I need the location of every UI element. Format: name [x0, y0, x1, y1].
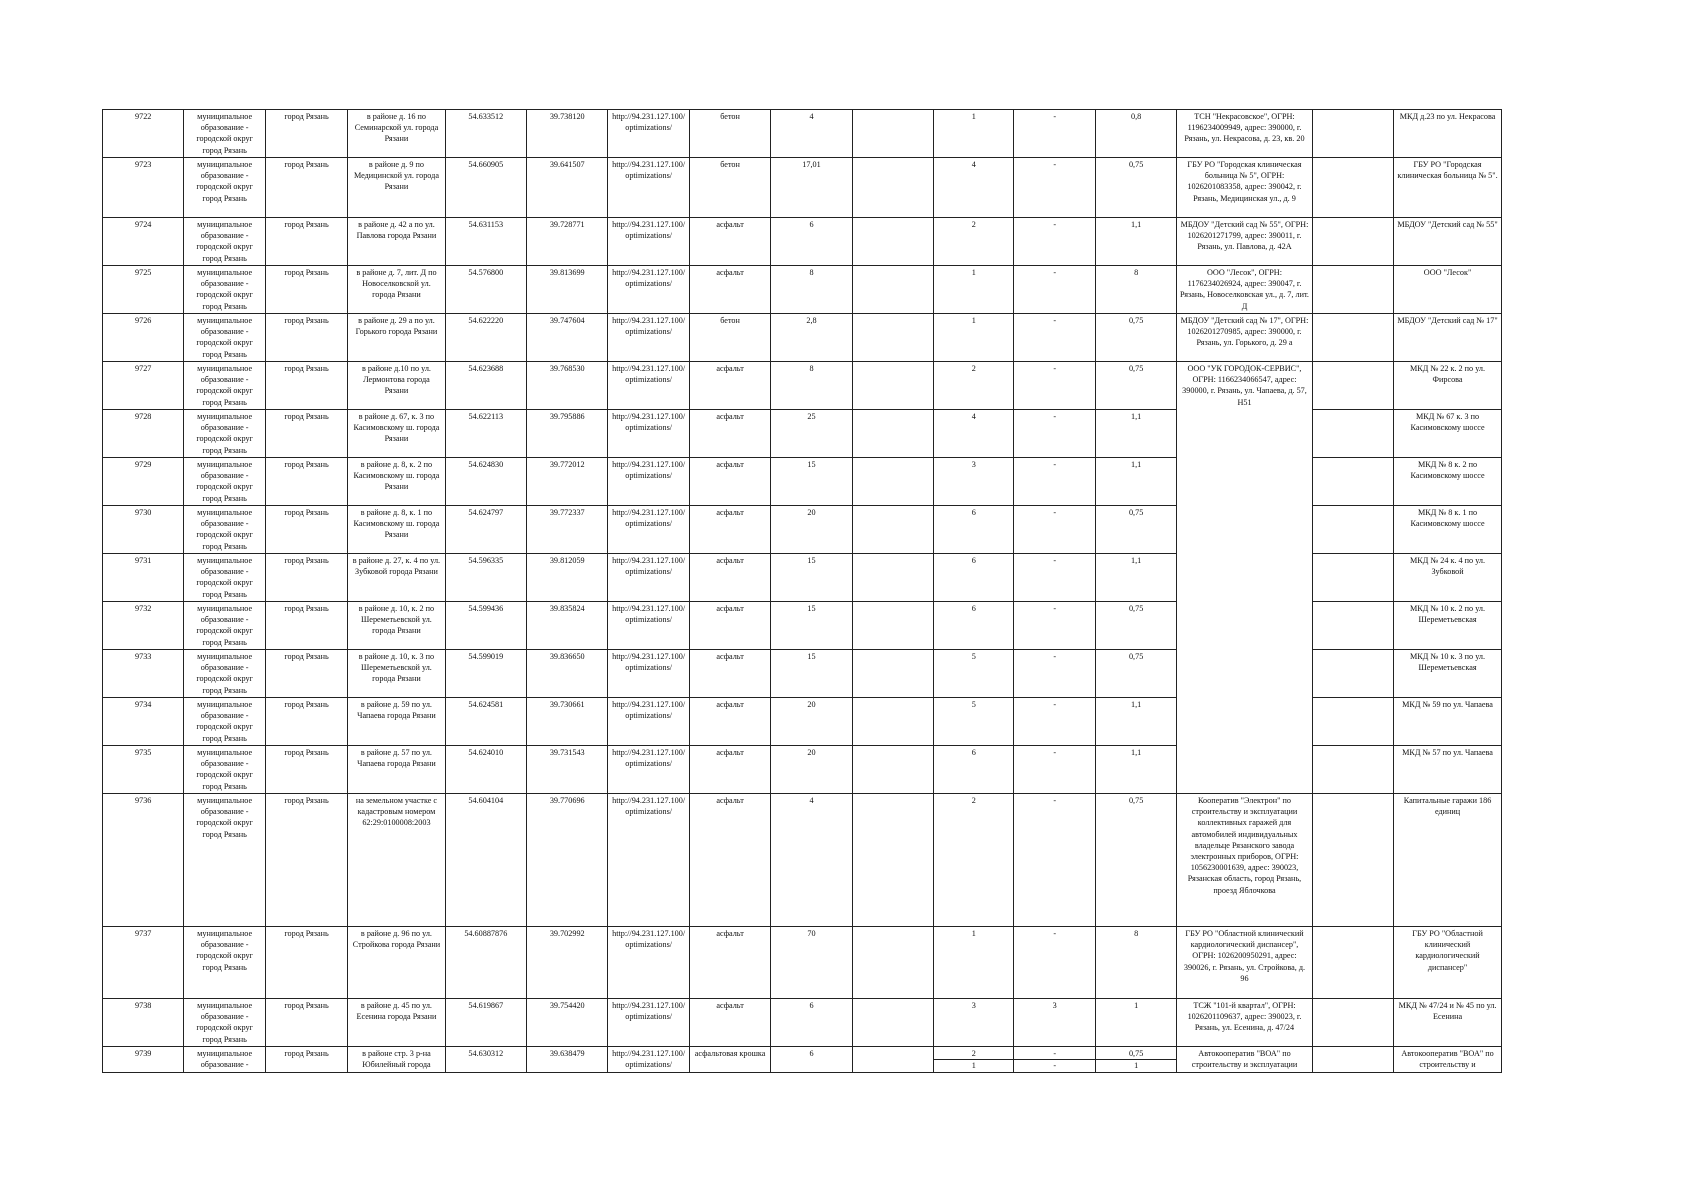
- container-count-cell: 6: [934, 746, 1014, 794]
- municipality-cell: муниципальное образование - городской округ город Рязань: [184, 602, 265, 650]
- settlement-cell: город Рязань: [265, 158, 347, 218]
- container-count-2-cell: -: [1014, 266, 1095, 314]
- table-row: [103, 110, 1502, 158]
- owner-cell: ТСН "Некрасовское", ОГРН: 1196234009949, адрес: 390000, г. Рязань, ул. Некрасова, д. 23, кв. 20: [1177, 110, 1312, 158]
- settlement-cell: город Рязань: [265, 362, 347, 410]
- source-cell: ООО "Лесок": [1394, 266, 1502, 314]
- municipality-cell: муниципальное образование - городской округ город Рязань: [184, 410, 265, 458]
- longitude-cell: 39.772337: [527, 506, 608, 554]
- address-cell: в районе д. 8, к. 1 по Касимовскому ш. города Рязани: [348, 506, 445, 554]
- empty-cell: [852, 650, 933, 698]
- settlement-cell: город Рязань: [265, 794, 347, 927]
- empty-cell: [852, 506, 933, 554]
- source-cell: МКД № 8 к. 2 по Касимовскому шоссе: [1394, 458, 1502, 506]
- row-number: 9728: [103, 410, 184, 458]
- container-count-cell: 2: [934, 218, 1014, 266]
- volume-cell: 0,75: [1095, 158, 1176, 218]
- municipality-cell: муниципальное образование - городской округ город Рязань: [184, 314, 265, 362]
- map-link[interactable]: http://94.231.127.100/optimizations/: [608, 650, 689, 698]
- area-cell: 20: [771, 698, 852, 746]
- row-number: 9737: [103, 927, 184, 999]
- container-count-cell: 3: [934, 458, 1014, 506]
- area-cell: 15: [771, 554, 852, 602]
- latitude-cell: 54.630312: [445, 1047, 526, 1073]
- volume-cell: 1,1: [1095, 746, 1176, 794]
- municipality-cell: муниципальное образование - городской округ город Рязань: [184, 794, 265, 927]
- container-count-2-cell: -: [1014, 110, 1095, 158]
- empty-cell: [1312, 110, 1393, 158]
- volume-cell: 1,1: [1095, 554, 1176, 602]
- empty-cell: [852, 362, 933, 410]
- latitude-cell: 54.622220: [445, 314, 526, 362]
- latitude-cell: 54.631153: [445, 218, 526, 266]
- empty-cell: [852, 794, 933, 927]
- volume-cell: 0,8: [1095, 110, 1176, 158]
- municipality-cell: муниципальное образование - городской округ город Рязань: [184, 650, 265, 698]
- surface-cell: асфальт: [689, 746, 770, 794]
- longitude-cell: 39.836650: [527, 650, 608, 698]
- area-cell: 15: [771, 650, 852, 698]
- municipality-cell: муниципальное образование - городской округ город Рязань: [184, 266, 265, 314]
- volume-cell: 0,75: [1095, 650, 1176, 698]
- empty-cell: [852, 158, 933, 218]
- surface-cell: асфальт: [689, 999, 770, 1047]
- area-cell: 20: [771, 746, 852, 794]
- surface-cell: асфальт: [689, 602, 770, 650]
- source-cell: Капитальные гаражи 186 единиц: [1394, 794, 1502, 927]
- municipality-cell: муниципальное образование -: [184, 1047, 265, 1073]
- surface-cell: асфальт: [689, 266, 770, 314]
- municipality-cell: муниципальное образование - городской округ город Рязань: [184, 458, 265, 506]
- empty-cell: [852, 554, 933, 602]
- empty-cell: [852, 314, 933, 362]
- settlement-cell: город Рязань: [265, 602, 347, 650]
- container-count-2-cell: -: [1014, 554, 1095, 602]
- source-cell: МКД № 67 к. 3 по Касимовскому шоссе: [1394, 410, 1502, 458]
- address-cell: в районе д. 27, к. 4 по ул. Зубковой города Рязани: [348, 554, 445, 602]
- table-row: [103, 158, 1502, 218]
- map-link[interactable]: http://94.231.127.100/optimizations/: [608, 110, 689, 158]
- volume-cell: 0,75: [1095, 602, 1176, 650]
- latitude-cell: 54.624581: [445, 698, 526, 746]
- container-count-cell: 1: [934, 927, 1014, 999]
- container-count-cell: 5: [934, 650, 1014, 698]
- map-link[interactable]: http://94.231.127.100/optimizations/: [608, 927, 689, 999]
- owner-cell: ООО "УК ГОРОДОК-СЕРВИС", ОГРН: 1166234066547, адрес: 390000, г. Рязань, ул. Чапаева, д. 57, Н51: [1177, 362, 1312, 794]
- empty-cell: [852, 698, 933, 746]
- source-cell: МБДОУ "Детский сад № 55": [1394, 218, 1502, 266]
- source-cell: ГБУ РО "Городская клиническая больница № 5".: [1394, 158, 1502, 218]
- container-count-2-cell: -: [1014, 602, 1095, 650]
- container-count-cell: 4: [934, 410, 1014, 458]
- surface-cell: асфальтовая крошка: [689, 1047, 770, 1073]
- area-cell: 6: [771, 1047, 852, 1073]
- surface-cell: асфальт: [689, 218, 770, 266]
- map-link[interactable]: http://94.231.127.100/optimizations/: [608, 158, 689, 218]
- volume-cell: 0,75: [1095, 794, 1176, 927]
- empty-cell: [852, 602, 933, 650]
- map-link[interactable]: http://94.231.127.100/optimizations/: [608, 458, 689, 506]
- empty-cell: [1312, 1047, 1393, 1073]
- latitude-cell: 54.619867: [445, 999, 526, 1047]
- row-number: 9739: [103, 1047, 184, 1073]
- container-count-2-cell-bottom: -: [1053, 1061, 1057, 1071]
- address-cell: в районе д.10 по ул. Лермонтова города Рязани: [348, 362, 445, 410]
- area-cell: 17,01: [771, 158, 852, 218]
- area-cell: 8: [771, 266, 852, 314]
- volume-cell: 1,1: [1095, 410, 1176, 458]
- municipality-cell: муниципальное образование - городской округ город Рязань: [184, 746, 265, 794]
- container-count-cell: 4: [934, 158, 1014, 218]
- municipality-cell: муниципальное образование - городской округ город Рязань: [184, 362, 265, 410]
- source-cell: МБДОУ "Детский сад № 17": [1394, 314, 1502, 362]
- map-link[interactable]: http://94.231.127.100/optimizations/: [608, 362, 689, 410]
- longitude-cell: 39.641507: [527, 158, 608, 218]
- settlement-cell: город Рязань: [265, 314, 347, 362]
- empty-cell: [1312, 602, 1393, 650]
- area-cell: 70: [771, 927, 852, 999]
- latitude-cell: 54.660905: [445, 158, 526, 218]
- latitude-cell: 54.596335: [445, 554, 526, 602]
- map-link[interactable]: http://94.231.127.100/optimizations/: [608, 554, 689, 602]
- owner-cell: ТСЖ "101-й квартал", ОГРН: 1026201109637, адрес: 390023, г. Рязань, ул. Есенина, д. 47/24: [1177, 999, 1312, 1047]
- longitude-cell: 39.795886: [527, 410, 608, 458]
- container-count-2-cell: -: [1014, 746, 1095, 794]
- address-cell: в районе д. 7, лит. Д по Новоселковской ул. города Рязани: [348, 266, 445, 314]
- empty-cell: [852, 927, 933, 999]
- owner-cell: МБДОУ "Детский сад № 17", ОГРН: 1026201270985, адрес: 390000, г. Рязань, ул. Горького, д. 29 а: [1177, 314, 1312, 362]
- container-count-cell: 1: [934, 110, 1014, 158]
- area-cell: 6: [771, 999, 852, 1047]
- latitude-cell: 54.604104: [445, 794, 526, 927]
- empty-cell: [1312, 314, 1393, 362]
- owner-cell: Автокооператив "ВОА" по строительству и эксплуатации: [1177, 1047, 1312, 1073]
- area-cell: 4: [771, 794, 852, 927]
- municipality-cell: муниципальное образование - городской округ город Рязань: [184, 554, 265, 602]
- row-number: 9722: [103, 110, 184, 158]
- address-cell: в районе д. 10, к. 2 по Шереметьевской ул. города Рязани: [348, 602, 445, 650]
- container-count-cell: 6: [934, 554, 1014, 602]
- container-count-2-cell: -: [1014, 314, 1095, 362]
- owner-cell: ООО "Лесок", ОГРН: 1176234026924, адрес: 390047, г. Рязань, Новоселковская ул., д. 7, лит. Д: [1177, 266, 1312, 314]
- row-number: 9724: [103, 218, 184, 266]
- table-row: [103, 794, 1502, 927]
- surface-cell: асфальт: [689, 927, 770, 999]
- settlement-cell: город Рязань: [265, 698, 347, 746]
- source-cell: МКД № 24 к. 4 по ул. Зубковой: [1394, 554, 1502, 602]
- container-count-cell: 2: [934, 794, 1014, 927]
- container-count-2-cell: -: [1014, 410, 1095, 458]
- latitude-cell: 54.599436: [445, 602, 526, 650]
- container-count-2-cell: [1014, 1047, 1095, 1073]
- volume-cell: [1095, 1047, 1176, 1073]
- volume-cell: 0,75: [1095, 506, 1176, 554]
- source-cell: МКД № 57 по ул. Чапаева: [1394, 746, 1502, 794]
- container-count-2-cell: -: [1014, 362, 1095, 410]
- map-link[interactable]: http://94.231.127.100/optimizations/: [608, 794, 689, 927]
- empty-cell: [1312, 554, 1393, 602]
- table-row: [103, 266, 1502, 314]
- registry-table-body: [103, 110, 1502, 1073]
- map-link[interactable]: http://94.231.127.100/optimizations/: [608, 1047, 689, 1073]
- volume-cell: 8: [1095, 266, 1176, 314]
- settlement-cell: город Рязань: [265, 110, 347, 158]
- area-cell: 15: [771, 602, 852, 650]
- settlement-cell: город Рязань: [265, 218, 347, 266]
- container-count-cell: 6: [934, 602, 1014, 650]
- municipality-cell: муниципальное образование - городской округ город Рязань: [184, 110, 265, 158]
- map-link[interactable]: http://94.231.127.100/optimizations/: [608, 266, 689, 314]
- empty-cell: [852, 1047, 933, 1073]
- container-count-2-cell-top: -: [1014, 1048, 1094, 1060]
- latitude-cell: 54.622113: [445, 410, 526, 458]
- empty-cell: [1312, 650, 1393, 698]
- owner-cell: МБДОУ "Детский сад № 55", ОГРН: 1026201271799, адрес: 390011, г. Рязань, ул. Павлова, д. 42А: [1177, 218, 1312, 266]
- table-row: [103, 362, 1502, 410]
- longitude-cell: 39.754420: [527, 999, 608, 1047]
- latitude-cell: 54.624797: [445, 506, 526, 554]
- source-cell: МКД № 10 к. 3 по ул. Шереметьевская: [1394, 650, 1502, 698]
- area-cell: 4: [771, 110, 852, 158]
- map-link[interactable]: http://94.231.127.100/optimizations/: [608, 218, 689, 266]
- row-number: 9727: [103, 362, 184, 410]
- settlement-cell: город Рязань: [265, 1047, 347, 1073]
- latitude-cell: 54.624830: [445, 458, 526, 506]
- address-cell: в районе д. 16 по Семинарской ул. города Рязани: [348, 110, 445, 158]
- row-number: 9733: [103, 650, 184, 698]
- latitude-cell: 54.576800: [445, 266, 526, 314]
- container-count-cell-bottom: 1: [971, 1061, 976, 1071]
- empty-cell: [852, 266, 933, 314]
- volume-cell: 0,75: [1095, 314, 1176, 362]
- source-cell: Автокооператив "ВОА" по строительству и: [1394, 1047, 1502, 1073]
- area-cell: 25: [771, 410, 852, 458]
- surface-cell: асфальт: [689, 554, 770, 602]
- map-link[interactable]: http://94.231.127.100/optimizations/: [608, 746, 689, 794]
- container-count-2-cell: -: [1014, 158, 1095, 218]
- municipality-cell: муниципальное образование - городской округ город Рязань: [184, 698, 265, 746]
- longitude-cell: 39.768530: [527, 362, 608, 410]
- map-link[interactable]: http://94.231.127.100/optimizations/: [608, 999, 689, 1047]
- address-cell: в районе д. 57 по ул. Чапаева города Рязани: [348, 746, 445, 794]
- source-cell: МКД № 47/24 и № 45 по ул. Есенина: [1394, 999, 1502, 1047]
- longitude-cell: 39.770696: [527, 794, 608, 927]
- empty-cell: [1312, 458, 1393, 506]
- longitude-cell: 39.747604: [527, 314, 608, 362]
- table-row: [103, 999, 1502, 1047]
- settlement-cell: город Рязань: [265, 506, 347, 554]
- empty-cell: [1312, 410, 1393, 458]
- container-count-2-cell: -: [1014, 927, 1095, 999]
- container-count-cell: 6: [934, 506, 1014, 554]
- settlement-cell: город Рязань: [265, 746, 347, 794]
- address-cell: в районе д. 9 по Медицинской ул. города Рязани: [348, 158, 445, 218]
- empty-cell: [1312, 218, 1393, 266]
- empty-cell: [852, 746, 933, 794]
- volume-cell: 0,75: [1095, 362, 1176, 410]
- empty-cell: [1312, 999, 1393, 1047]
- surface-cell: асфальт: [689, 794, 770, 927]
- container-count-cell: 1: [934, 266, 1014, 314]
- source-cell: ГБУ РО "Областной клинический кардиологический диспансер": [1394, 927, 1502, 999]
- surface-cell: бетон: [689, 158, 770, 218]
- owner-cell: ГБУ РО "Городская клиническая больница № 5", ОГРН: 1026201083358, адрес: 390042, г. Рязань, Медицинская ул., д. 9: [1177, 158, 1312, 218]
- longitude-cell: 39.835824: [527, 602, 608, 650]
- address-cell: в районе стр. 3 р-на Юбилейный города: [348, 1047, 445, 1073]
- map-link[interactable]: http://94.231.127.100/optimizations/: [608, 602, 689, 650]
- empty-cell: [1312, 794, 1393, 927]
- container-count-2-cell: -: [1014, 794, 1095, 927]
- latitude-cell: 54.633512: [445, 110, 526, 158]
- owner-cell: Кооператив "Электрон" по строительству и эксплуатации коллективных гаражей для автомобилей индивидуальных владельце Рязанского завода электронных приборов, ОГРН: 1056230001639, адрес: 390023, Рязанская область, город Рязань, проезд Яблочкова: [1177, 794, 1312, 927]
- row-number: 9738: [103, 999, 184, 1047]
- table-row: [103, 218, 1502, 266]
- map-link[interactable]: http://94.231.127.100/optimizations/: [608, 506, 689, 554]
- map-link[interactable]: http://94.231.127.100/optimizations/: [608, 314, 689, 362]
- municipality-cell: муниципальное образование - городской округ город Рязань: [184, 218, 265, 266]
- surface-cell: асфальт: [689, 650, 770, 698]
- empty-cell: [852, 410, 933, 458]
- empty-cell: [852, 218, 933, 266]
- settlement-cell: город Рязань: [265, 554, 347, 602]
- map-link[interactable]: http://94.231.127.100/optimizations/: [608, 410, 689, 458]
- registry-table: [102, 109, 1502, 1073]
- address-cell: в районе д. 10, к. 3 по Шереметьевской ул. города Рязани: [348, 650, 445, 698]
- settlement-cell: город Рязань: [265, 999, 347, 1047]
- municipality-cell: муниципальное образование - городской округ город Рязань: [184, 506, 265, 554]
- map-link[interactable]: http://94.231.127.100/optimizations/: [608, 698, 689, 746]
- municipality-cell: муниципальное образование - городской округ город Рязань: [184, 999, 265, 1047]
- address-cell: на земельном участке с кадастровым номером 62:29:0100008:2003: [348, 794, 445, 927]
- surface-cell: бетон: [689, 314, 770, 362]
- longitude-cell: 39.730661: [527, 698, 608, 746]
- settlement-cell: город Рязань: [265, 410, 347, 458]
- area-cell: 20: [771, 506, 852, 554]
- address-cell: в районе д. 96 по ул. Стройкова города Рязани: [348, 927, 445, 999]
- row-number: 9736: [103, 794, 184, 927]
- address-cell: в районе д. 67, к. 3 по Касимовскому ш. города Рязани: [348, 410, 445, 458]
- volume-cell-top: 0,75: [1096, 1048, 1176, 1060]
- table-row: [103, 927, 1502, 999]
- latitude-cell: 54.624010: [445, 746, 526, 794]
- empty-cell: [1312, 927, 1393, 999]
- container-count-cell-top: 2: [934, 1048, 1013, 1060]
- area-cell: 2,8: [771, 314, 852, 362]
- volume-cell: 1,1: [1095, 458, 1176, 506]
- source-cell: МКД № 8 к. 1 по Касимовскому шоссе: [1394, 506, 1502, 554]
- address-cell: в районе д. 42 а по ул. Павлова города Рязани: [348, 218, 445, 266]
- longitude-cell: 39.772012: [527, 458, 608, 506]
- empty-cell: [852, 999, 933, 1047]
- source-cell: МКД № 10 к. 2 по ул. Шереметьевская: [1394, 602, 1502, 650]
- longitude-cell: 39.812059: [527, 554, 608, 602]
- address-cell: в районе д. 29 а по ул. Горького города Рязани: [348, 314, 445, 362]
- row-number: 9726: [103, 314, 184, 362]
- empty-cell: [1312, 362, 1393, 410]
- row-number: 9729: [103, 458, 184, 506]
- row-number: 9723: [103, 158, 184, 218]
- latitude-cell: 54.60887876: [445, 927, 526, 999]
- longitude-cell: 39.638479: [527, 1047, 608, 1073]
- municipality-cell: муниципальное образование - городской округ город Рязань: [184, 158, 265, 218]
- area-cell: 15: [771, 458, 852, 506]
- longitude-cell: 39.813699: [527, 266, 608, 314]
- surface-cell: асфальт: [689, 410, 770, 458]
- settlement-cell: город Рязань: [265, 650, 347, 698]
- longitude-cell: 39.738120: [527, 110, 608, 158]
- row-number: 9725: [103, 266, 184, 314]
- container-count-2-cell: -: [1014, 506, 1095, 554]
- volume-cell: 1,1: [1095, 698, 1176, 746]
- latitude-cell: 54.599019: [445, 650, 526, 698]
- volume-cell-bottom: 1: [1134, 1061, 1139, 1071]
- container-count-2-cell: -: [1014, 650, 1095, 698]
- surface-cell: асфальт: [689, 698, 770, 746]
- surface-cell: бетон: [689, 110, 770, 158]
- surface-cell: асфальт: [689, 458, 770, 506]
- empty-cell: [852, 458, 933, 506]
- address-cell: в районе д. 45 по ул. Есенина города Рязани: [348, 999, 445, 1047]
- area-cell: 8: [771, 362, 852, 410]
- settlement-cell: город Рязань: [265, 927, 347, 999]
- row-number: 9730: [103, 506, 184, 554]
- longitude-cell: 39.731543: [527, 746, 608, 794]
- empty-cell: [1312, 698, 1393, 746]
- empty-cell: [1312, 506, 1393, 554]
- row-number: 9732: [103, 602, 184, 650]
- source-cell: МКД № 22 к. 2 по ул. Фирсова: [1394, 362, 1502, 410]
- container-count-cell: 3: [934, 999, 1014, 1047]
- source-cell: МКД д.23 по ул. Некрасова: [1394, 110, 1502, 158]
- volume-cell: 8: [1095, 927, 1176, 999]
- surface-cell: асфальт: [689, 506, 770, 554]
- source-cell: МКД № 59 по ул. Чапаева: [1394, 698, 1502, 746]
- surface-cell: асфальт: [689, 362, 770, 410]
- empty-cell: [1312, 746, 1393, 794]
- longitude-cell: 39.728771: [527, 218, 608, 266]
- row-number: 9734: [103, 698, 184, 746]
- address-cell: в районе д. 59 по ул. Чапаева города Рязани: [348, 698, 445, 746]
- container-count-cell: 5: [934, 698, 1014, 746]
- container-count-cell: 1: [934, 314, 1014, 362]
- area-cell: 6: [771, 218, 852, 266]
- longitude-cell: 39.702992: [527, 927, 608, 999]
- empty-cell: [852, 110, 933, 158]
- container-count-2-cell: 3: [1014, 999, 1095, 1047]
- row-number: 9735: [103, 746, 184, 794]
- volume-cell: 1: [1095, 999, 1176, 1047]
- row-number: 9731: [103, 554, 184, 602]
- municipality-cell: муниципальное образование - городской округ город Рязань: [184, 927, 265, 999]
- address-cell: в районе д. 8, к. 2 по Касимовскому ш. города Рязани: [348, 458, 445, 506]
- table-row: [103, 1047, 1502, 1073]
- container-count-2-cell: -: [1014, 698, 1095, 746]
- empty-cell: [1312, 158, 1393, 218]
- empty-cell: [1312, 266, 1393, 314]
- container-count-cell: 2: [934, 362, 1014, 410]
- table-row: [103, 314, 1502, 362]
- container-count-cell: [934, 1047, 1014, 1073]
- settlement-cell: город Рязань: [265, 458, 347, 506]
- container-count-2-cell: -: [1014, 218, 1095, 266]
- container-count-2-cell: -: [1014, 458, 1095, 506]
- latitude-cell: 54.623688: [445, 362, 526, 410]
- volume-cell: 1,1: [1095, 218, 1176, 266]
- owner-cell: ГБУ РО "Областной клинический кардиологический диспансер", ОГРН: 1026200950291, адрес: 390026, г. Рязань, ул. Стройкова, д. 96: [1177, 927, 1312, 999]
- settlement-cell: город Рязань: [265, 266, 347, 314]
